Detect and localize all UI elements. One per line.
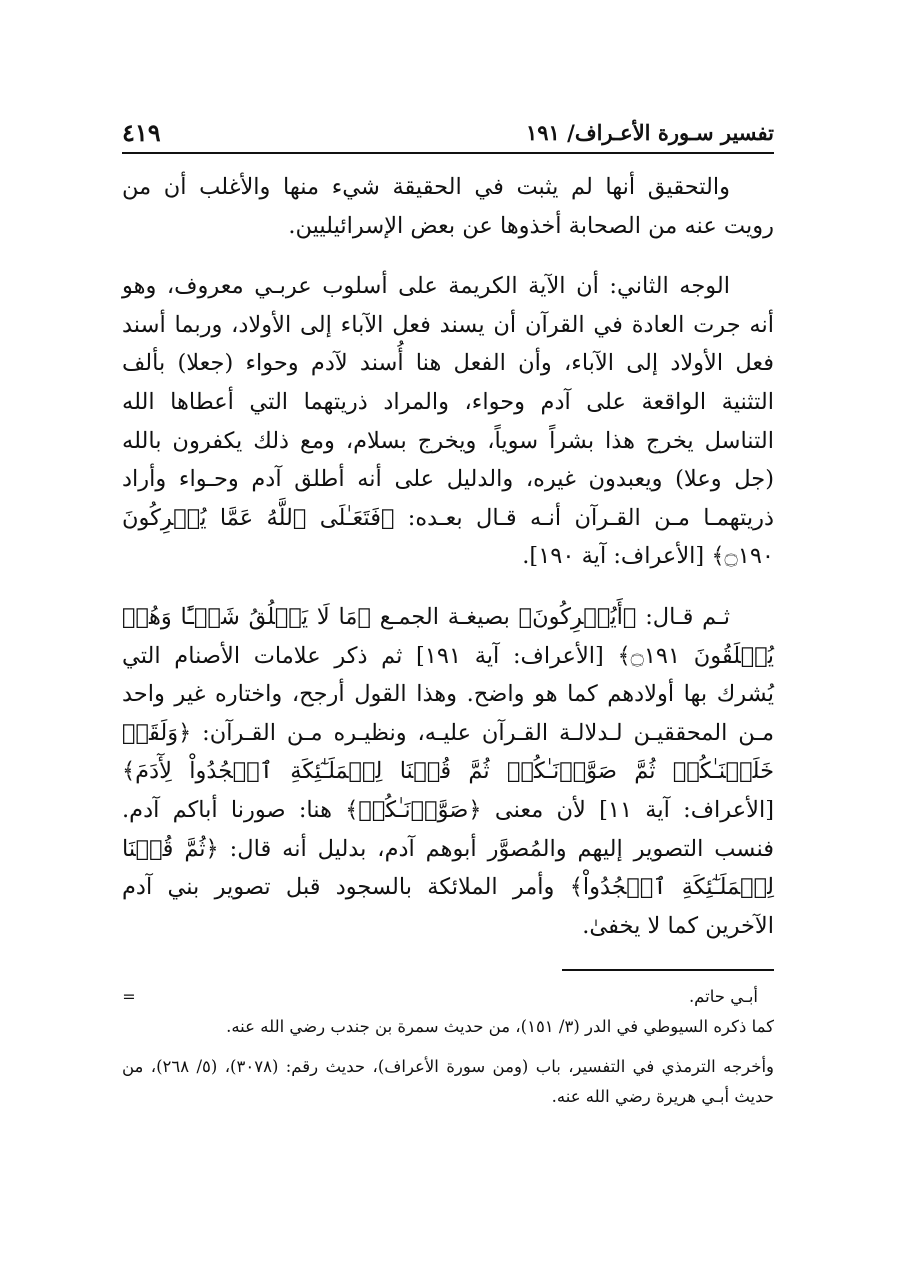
running-title: تفسير سـورة الأعـراف/ ١٩١	[526, 120, 774, 145]
footnotes	[122, 982, 774, 1112]
page-number: ٤١٩	[122, 118, 161, 147]
page-header	[122, 108, 774, 148]
footnote-divider	[562, 969, 774, 971]
paragraph-2: الوجه الثاني: أن الآية الكريمة على أسلوب عربـي معروف، وهو أنه جرت العادة في القرآن أن يسند فعل الآباء إلى الأولاد، وربما أسند فعل الأولاد إلى الآباء، وأن الفعل هنا أُسند لآدم وحواء (جعلا) بألف التثنية الواقعة على آدم وحواء، والمراد ذريتهما التي أعطاها الله التناسل يخرج هذا بشراً سوياً، ويخرج بسلام، ومع ذلك يكفرون بالله (جل وعلا) ويعبدون غيره، والدليل على أنه أطلق آدم وحـواء وأراد ذريتهمـا مـن القـرآن أنـه قـال بعـده: ﴿فَتَعَـٰلَى ٱللَّهُ عَمَّا يُشۡرِكُونَ ۝١٩٠﴾ [الأعراف: آية ١٩٠].	[122, 273, 774, 570]
paragraph-3: ثـم قـال: ﴿أَيُشۡرِكُونَ﴾ بصيغـة الجمـع ﴿مَا لَا يَخۡلُقُ شَيۡـًٔا وَهُمۡ يُخۡلَقُونَ ۝١٩١﴾ [الأعراف: آية ١٩١] ثم ذكر علامات الأصنام التي يُشرك بها أولادهم كما هو واضح. وهذا القول أرجح، واختاره غير واحد مـن المحققيـن لـدلالـة القـرآن عليـه، ونظيـره مـن القـرآن: ﴿وَلَقَدۡ خَلَقۡنَـٰكُمۡ ثُمَّ صَوَّرۡنَـٰكُمۡ ثُمَّ قُلۡنَا لِلۡمَلَـٰٓئِكَةِ ٱسۡجُدُواْ لِأٓدَمَ﴾ [الأعراف: آية ١١] لأن معنى ﴿صَوَّرۡنَـٰكُمۡ﴾ هنا: صورنا أباكم آدم. فنسب التصوير إليهم والمُصوَّر أبوهم آدم، بدليل أنه قال: ﴿ثُمَّ قُلۡنَا لِلۡمَلَـٰٓئِكَةِ ٱسۡجُدُواْ﴾ وأمر الملائكة بالسجود قبل تصوير بني آدم الآخرين كما لا يخفىٰ.	[122, 603, 775, 939]
footnote-line-1: أبـي حاتم.	[688, 987, 758, 1006]
footnote-continuation-mark: =	[122, 987, 136, 1006]
footnote-line-2: كما ذكره السيوطي في الدر (٣/ ١٥١)، من حديث سمرة بن جندب رضي الله عنه.	[226, 1017, 774, 1036]
paragraph-1: والتحقيق أنها لم يثبت في الحقيقة شيء منها والأغلب أن من رويت عنه من الصحابة أخذوها عن بعض الإسرائيليين.	[122, 174, 774, 239]
footnote-line-3: وأخرجه الترمذي في التفسير، باب (ومن سورة الأعراف)، حديث رقم: (٣٠٧٨)، (٥/ ٢٦٨)، من حديث أبـي هريرة رضي الله عنه.	[122, 1057, 775, 1106]
header-divider	[122, 152, 774, 154]
main-text	[122, 168, 774, 945]
